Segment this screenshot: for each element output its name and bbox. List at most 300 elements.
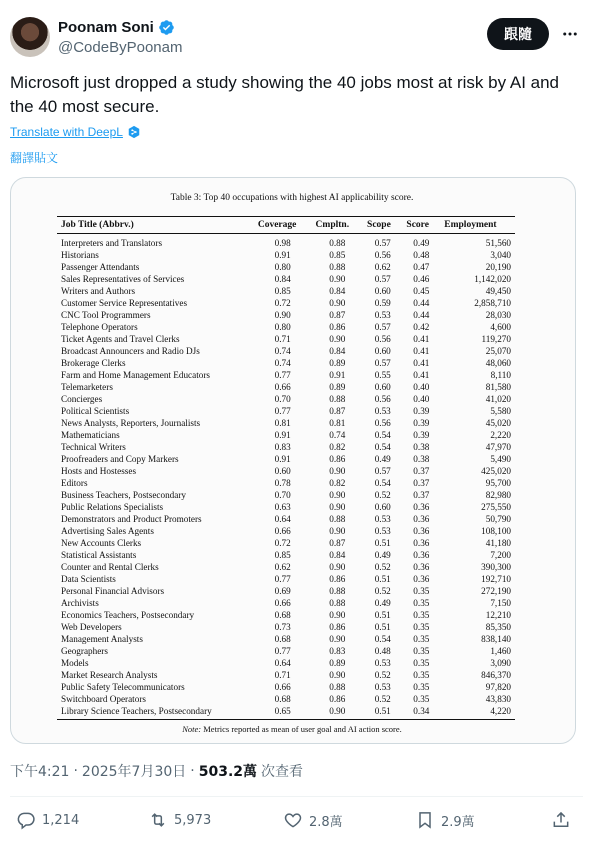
cell-coverage: 0.90 [274, 310, 291, 320]
cell-coverage: 0.72 [274, 538, 291, 548]
cell-coverage: 0.91 [274, 430, 291, 440]
table-figure [57, 193, 527, 734]
heart-icon [283, 810, 303, 830]
cell-scope: 0.52 [374, 694, 391, 704]
tweet-text: Microsoft just dropped a study showing the 40 jobs most at risk by AI and the 40 most secure. [10, 73, 560, 116]
cell-coverage: 0.65 [274, 706, 291, 716]
cell-scope: 0.51 [374, 538, 391, 548]
repost-count: 5,973 [174, 812, 212, 828]
cell-employment: 4,220 [490, 706, 511, 716]
table-row [57, 657, 515, 669]
cell-scope: 0.56 [374, 250, 391, 260]
cell-job-title: Technical Writers [61, 442, 126, 452]
more-options-icon[interactable] [559, 23, 581, 45]
cell-score: 0.39 [413, 418, 430, 428]
view-label: 次查看 [261, 764, 304, 780]
cell-scope: 0.51 [374, 574, 391, 584]
cell-score: 0.35 [413, 694, 430, 704]
cell-employment: 846,370 [481, 670, 511, 680]
cell-employment: 5,490 [490, 454, 511, 464]
cell-score: 0.37 [413, 466, 430, 476]
action-bar [10, 810, 583, 838]
cell-score: 0.45 [413, 286, 430, 296]
header-coverage: Coverage [257, 220, 297, 230]
bookmark-count: 2.9萬 [441, 814, 475, 830]
table-row [57, 585, 515, 597]
cell-employment: 20,190 [485, 262, 511, 272]
cell-coverage: 0.71 [274, 334, 291, 344]
cell-scope: 0.60 [374, 286, 391, 296]
cell-coverage: 0.66 [274, 598, 291, 608]
cell-score: 0.46 [413, 274, 430, 284]
cell-employment: 41,020 [485, 394, 511, 404]
cell-score: 0.41 [413, 358, 430, 368]
cell-job-title: Brokerage Clerks [61, 358, 126, 368]
cell-completion: 0.74 [329, 430, 346, 440]
cell-score: 0.38 [413, 454, 430, 464]
table-row [57, 417, 515, 429]
cell-completion: 0.82 [329, 478, 346, 488]
cell-score: 0.49 [413, 238, 430, 248]
cell-coverage: 0.81 [274, 418, 291, 428]
cell-coverage: 0.80 [274, 322, 291, 332]
cell-employment: 28,030 [485, 310, 511, 320]
cell-completion: 0.87 [329, 538, 346, 548]
table-row [57, 309, 515, 321]
table-row [57, 489, 515, 501]
cell-employment: 25,070 [485, 346, 511, 356]
cell-completion: 0.87 [329, 310, 346, 320]
cell-score: 0.35 [413, 598, 430, 608]
occupation-table [57, 216, 515, 720]
cell-employment: 8,110 [490, 370, 511, 380]
cell-job-title: Telemarketers [61, 382, 113, 392]
table-row [57, 333, 515, 345]
cell-score: 0.44 [413, 298, 430, 308]
cell-employment: 2,220 [490, 430, 511, 440]
cell-coverage: 0.70 [274, 394, 291, 404]
cell-job-title: Data Scientists [61, 574, 116, 584]
avatar[interactable] [10, 17, 50, 57]
cell-completion: 0.90 [329, 466, 346, 476]
share-button[interactable] [551, 810, 571, 830]
cell-scope: 0.52 [374, 562, 391, 572]
reply-count: 1,214 [42, 812, 80, 828]
meta-separator-2: · [190, 763, 195, 779]
cell-completion: 0.90 [329, 706, 346, 716]
table-row [57, 393, 515, 405]
cell-coverage: 0.62 [274, 562, 291, 572]
table-row [57, 501, 515, 513]
cell-scope: 0.52 [374, 586, 391, 596]
cell-job-title: Proofreaders and Copy Markers [61, 454, 179, 464]
cell-completion: 0.88 [329, 394, 346, 404]
cell-employment: 4,600 [490, 322, 511, 332]
cell-score: 0.35 [413, 634, 430, 644]
cell-coverage: 0.85 [274, 550, 291, 560]
cell-scope: 0.56 [374, 418, 391, 428]
repost-button[interactable] [148, 810, 211, 830]
reply-icon [16, 810, 36, 830]
cell-scope: 0.60 [374, 346, 391, 356]
cell-employment: 5,580 [490, 406, 511, 416]
table-row [57, 681, 515, 693]
cell-scope: 0.53 [374, 658, 391, 668]
cell-completion: 0.84 [329, 550, 346, 560]
cell-score: 0.35 [413, 610, 430, 620]
cell-completion: 0.90 [329, 562, 346, 572]
translate-post-link[interactable]: 翻譯貼文 [10, 151, 59, 165]
cell-scope: 0.54 [374, 478, 391, 488]
cell-completion: 0.88 [329, 514, 346, 524]
cell-employment: 47,970 [485, 442, 511, 452]
cell-completion: 0.89 [329, 658, 346, 668]
cell-completion: 0.90 [329, 634, 346, 644]
cell-completion: 0.83 [329, 646, 346, 656]
cell-employment: 838,140 [481, 634, 511, 644]
cell-employment: 275,550 [481, 502, 511, 512]
cell-job-title: Hosts and Hostesses [61, 466, 137, 476]
view-count: 503.2萬 [198, 764, 258, 780]
cell-score: 0.37 [413, 490, 430, 500]
cell-employment: 3,040 [490, 250, 511, 260]
cell-scope: 0.55 [374, 370, 391, 380]
cell-scope: 0.60 [374, 382, 391, 392]
table-row [57, 261, 515, 273]
cell-score: 0.38 [413, 442, 430, 452]
cell-scope: 0.54 [374, 634, 391, 644]
cell-scope: 0.53 [374, 682, 391, 692]
table-row [57, 405, 515, 417]
cell-score: 0.36 [413, 550, 430, 560]
cell-completion: 0.88 [329, 238, 346, 248]
cell-scope: 0.53 [374, 526, 391, 536]
cell-completion: 0.90 [329, 526, 346, 536]
cell-job-title: Statistical Assistants [61, 550, 137, 560]
table-row [57, 705, 515, 720]
reply-button[interactable] [16, 810, 79, 830]
cell-job-title: Personal Financial Advisors [61, 586, 165, 596]
cell-coverage: 0.64 [274, 514, 291, 524]
cell-completion: 0.91 [329, 370, 346, 380]
cell-job-title: Editors [61, 478, 88, 488]
cell-scope: 0.62 [374, 262, 391, 272]
cell-coverage: 0.77 [274, 646, 291, 656]
cell-coverage: 0.66 [274, 526, 291, 536]
cell-score: 0.41 [413, 334, 430, 344]
table-row [57, 549, 515, 561]
cell-coverage: 0.74 [274, 358, 291, 368]
verified-badge-icon [158, 19, 175, 36]
cell-job-title: Concierges [61, 394, 103, 404]
table-row [57, 429, 515, 441]
cell-scope: 0.52 [374, 490, 391, 500]
cell-coverage: 0.85 [274, 286, 291, 296]
author-name[interactable]: Poonam Soni [58, 19, 154, 36]
cell-completion: 0.86 [329, 574, 346, 584]
cell-scope: 0.51 [374, 610, 391, 620]
cell-score: 0.35 [413, 670, 430, 680]
header-employment: Employment [444, 220, 497, 230]
table-row [57, 597, 515, 609]
cell-score: 0.34 [413, 706, 430, 716]
table-row [57, 249, 515, 261]
repost-icon [148, 810, 168, 830]
cell-coverage: 0.80 [274, 262, 291, 272]
cell-scope: 0.57 [374, 238, 391, 248]
cell-completion: 0.88 [329, 262, 346, 272]
cell-scope: 0.60 [374, 502, 391, 512]
cell-scope: 0.56 [374, 394, 391, 404]
cell-job-title: Library Science Teachers, Postsecondary [61, 706, 212, 716]
cell-completion: 0.84 [329, 286, 346, 296]
cell-job-title: Passenger Attendants [61, 262, 140, 272]
cell-coverage: 0.64 [274, 658, 291, 668]
table-row [57, 381, 515, 393]
cell-job-title: Mathematicians [61, 430, 120, 440]
cell-job-title: Web Developers [61, 622, 122, 632]
cell-coverage: 0.84 [274, 274, 291, 284]
cell-job-title: Political Scientists [61, 406, 130, 416]
cell-completion: 0.86 [329, 322, 346, 332]
cell-completion: 0.88 [329, 682, 346, 692]
cell-completion: 0.90 [329, 502, 346, 512]
cell-scope: 0.57 [374, 358, 391, 368]
cell-score: 0.36 [413, 526, 430, 536]
cell-score: 0.42 [413, 322, 430, 332]
cell-completion: 0.88 [329, 598, 346, 608]
like-count: 2.8萬 [309, 814, 343, 830]
table-row [57, 621, 515, 633]
cell-job-title: Public Relations Specialists [61, 502, 164, 512]
divider [10, 796, 583, 797]
table-row [57, 525, 515, 537]
cell-employment: 50,790 [485, 514, 511, 524]
cell-employment: 95,700 [485, 478, 511, 488]
cell-completion: 0.88 [329, 586, 346, 596]
cell-completion: 0.86 [329, 454, 346, 464]
cell-scope: 0.53 [374, 310, 391, 320]
cell-job-title: Customer Service Representatives [61, 298, 188, 308]
cell-score: 0.36 [413, 502, 430, 512]
cell-completion: 0.81 [329, 418, 346, 428]
tweet-meta [10, 761, 303, 781]
tweet-media-image[interactable] [10, 177, 576, 744]
cell-employment: 7,150 [490, 598, 511, 608]
cell-completion: 0.90 [329, 490, 346, 500]
cell-job-title: Economics Teachers, Postsecondary [61, 610, 195, 620]
cell-coverage: 0.66 [274, 682, 291, 692]
header-completion: Cmpltn. [315, 220, 350, 230]
cell-score: 0.35 [413, 658, 430, 668]
cell-coverage: 0.68 [274, 694, 291, 704]
cell-score: 0.36 [413, 538, 430, 548]
cell-score: 0.35 [413, 646, 430, 656]
cell-job-title: Historians [61, 250, 99, 260]
cell-scope: 0.49 [374, 454, 391, 464]
note-label: Note: [182, 724, 202, 734]
cell-score: 0.36 [413, 562, 430, 572]
cell-score: 0.36 [413, 574, 430, 584]
cell-employment: 119,270 [481, 334, 511, 344]
table-row [57, 537, 515, 549]
cell-score: 0.39 [413, 406, 430, 416]
table-note [57, 724, 527, 734]
table-row [57, 285, 515, 297]
table-caption: Table 3: Top 40 occupations with highest AI applicability score. [170, 193, 414, 203]
cell-job-title: Counter and Rental Clerks [61, 562, 159, 572]
table-row [57, 453, 515, 465]
cell-employment: 390,300 [481, 562, 511, 572]
cell-completion: 0.87 [329, 406, 346, 416]
cell-coverage: 0.71 [274, 670, 291, 680]
cell-employment: 97,820 [485, 682, 511, 692]
header-scope: Scope [367, 220, 391, 230]
cell-coverage: 0.77 [274, 574, 291, 584]
cell-score: 0.39 [413, 430, 430, 440]
follow-button[interactable]: 跟隨 [487, 18, 549, 50]
cell-coverage: 0.98 [274, 238, 291, 248]
header-score: Score [406, 220, 429, 230]
cell-scope: 0.54 [374, 442, 391, 452]
cell-scope: 0.57 [374, 466, 391, 476]
cell-coverage: 0.77 [274, 370, 291, 380]
cell-employment: 81,580 [485, 382, 511, 392]
cell-scope: 0.48 [374, 646, 391, 656]
table-row [57, 441, 515, 453]
cell-scope: 0.57 [374, 274, 391, 284]
cell-scope: 0.51 [374, 706, 391, 716]
share-icon [551, 810, 571, 830]
tweet-time[interactable]: 下午4:21 [10, 764, 70, 780]
cell-score: 0.41 [413, 370, 430, 380]
table-row [57, 693, 515, 705]
cell-employment: 192,710 [481, 574, 511, 584]
cell-job-title: Models [61, 658, 89, 668]
cell-coverage: 0.60 [274, 466, 291, 476]
table-row [57, 465, 515, 477]
cell-employment: 41,180 [485, 538, 511, 548]
table-row [57, 477, 515, 489]
cell-completion: 0.86 [329, 622, 346, 632]
cell-scope: 0.53 [374, 514, 391, 524]
cell-employment: 49,450 [485, 286, 511, 296]
cell-coverage: 0.78 [274, 478, 291, 488]
meta-separator: · [73, 763, 78, 779]
cell-job-title: Broadcast Announcers and Radio DJs [61, 346, 200, 356]
cell-completion: 0.90 [329, 334, 346, 344]
table-row [57, 561, 515, 573]
cell-job-title: Management Analysts [61, 634, 143, 644]
table-row [57, 573, 515, 585]
deepl-icon [127, 125, 141, 139]
cell-coverage: 0.73 [274, 622, 291, 632]
table-row [57, 234, 515, 250]
bookmark-button[interactable] [415, 810, 475, 830]
table-row [57, 513, 515, 525]
cell-scope: 0.51 [374, 622, 391, 632]
cell-coverage: 0.69 [274, 586, 291, 596]
cell-coverage: 0.91 [274, 454, 291, 464]
table-row [57, 345, 515, 357]
author-name-row [58, 19, 175, 36]
cell-job-title: Ticket Agents and Travel Clerks [61, 334, 180, 344]
cell-score: 0.37 [413, 478, 430, 488]
cell-completion: 0.90 [329, 670, 346, 680]
table-row [57, 273, 515, 285]
cell-score: 0.47 [413, 262, 430, 272]
translate-deepl-link[interactable] [10, 125, 141, 139]
cell-scope: 0.59 [374, 298, 391, 308]
translate-deepl-label: Translate with DeepL [10, 125, 123, 139]
cell-coverage: 0.83 [274, 442, 291, 452]
cell-employment: 82,980 [485, 490, 511, 500]
cell-coverage: 0.63 [274, 502, 291, 512]
cell-score: 0.36 [413, 514, 430, 524]
header-job-title: Job Title (Abbrv.) [61, 220, 134, 230]
tweet-date[interactable]: 2025年7月30日 [81, 764, 187, 780]
cell-job-title: Archivists [61, 598, 99, 608]
cell-completion: 0.89 [329, 382, 346, 392]
note-text: Metrics reported as mean of user goal and AI action score. [203, 724, 402, 734]
table-row [57, 357, 515, 369]
cell-coverage: 0.66 [274, 382, 291, 392]
cell-job-title: Sales Representatives of Services [61, 274, 185, 284]
cell-job-title: Advertising Sales Agents [61, 526, 154, 536]
cell-completion: 0.85 [329, 250, 346, 260]
cell-job-title: News Analysts, Reporters, Journalists [61, 418, 201, 428]
cell-score: 0.41 [413, 346, 430, 356]
table-header-row [57, 217, 515, 234]
cell-job-title: Geographers [61, 646, 108, 656]
cell-coverage: 0.68 [274, 634, 291, 644]
cell-job-title: Public Safety Telecommunicators [61, 682, 185, 692]
cell-completion: 0.90 [329, 274, 346, 284]
cell-scope: 0.57 [374, 322, 391, 332]
cell-scope: 0.49 [374, 550, 391, 560]
table-row [57, 633, 515, 645]
table-row [57, 669, 515, 681]
table-row [57, 645, 515, 657]
cell-job-title: Interpreters and Translators [61, 238, 163, 248]
cell-employment: 85,350 [485, 622, 511, 632]
cell-score: 0.40 [413, 394, 430, 404]
cell-score: 0.35 [413, 586, 430, 596]
cell-job-title: Telephone Operators [61, 322, 138, 332]
cell-completion: 0.82 [329, 442, 346, 452]
cell-scope: 0.52 [374, 670, 391, 680]
table-row [57, 609, 515, 621]
cell-employment: 48,060 [485, 358, 511, 368]
table-row [57, 369, 515, 381]
like-button[interactable] [283, 810, 343, 830]
tweet-header [10, 15, 583, 61]
cell-coverage: 0.70 [274, 490, 291, 500]
cell-job-title: Farm and Home Management Educators [61, 370, 210, 380]
cell-scope: 0.56 [374, 334, 391, 344]
cell-job-title: CNC Tool Programmers [61, 310, 151, 320]
cell-job-title: Business Teachers, Postsecondary [61, 490, 186, 500]
cell-completion: 0.90 [329, 610, 346, 620]
cell-employment: 1,142,020 [474, 274, 511, 284]
cell-employment: 43,830 [485, 694, 511, 704]
cell-coverage: 0.72 [274, 298, 291, 308]
cell-employment: 3,090 [490, 658, 511, 668]
cell-scope: 0.49 [374, 598, 391, 608]
cell-job-title: Switchboard Operators [61, 694, 146, 704]
cell-job-title: Market Research Analysts [61, 670, 158, 680]
author-handle[interactable]: @CodeByPoonam [58, 39, 183, 56]
